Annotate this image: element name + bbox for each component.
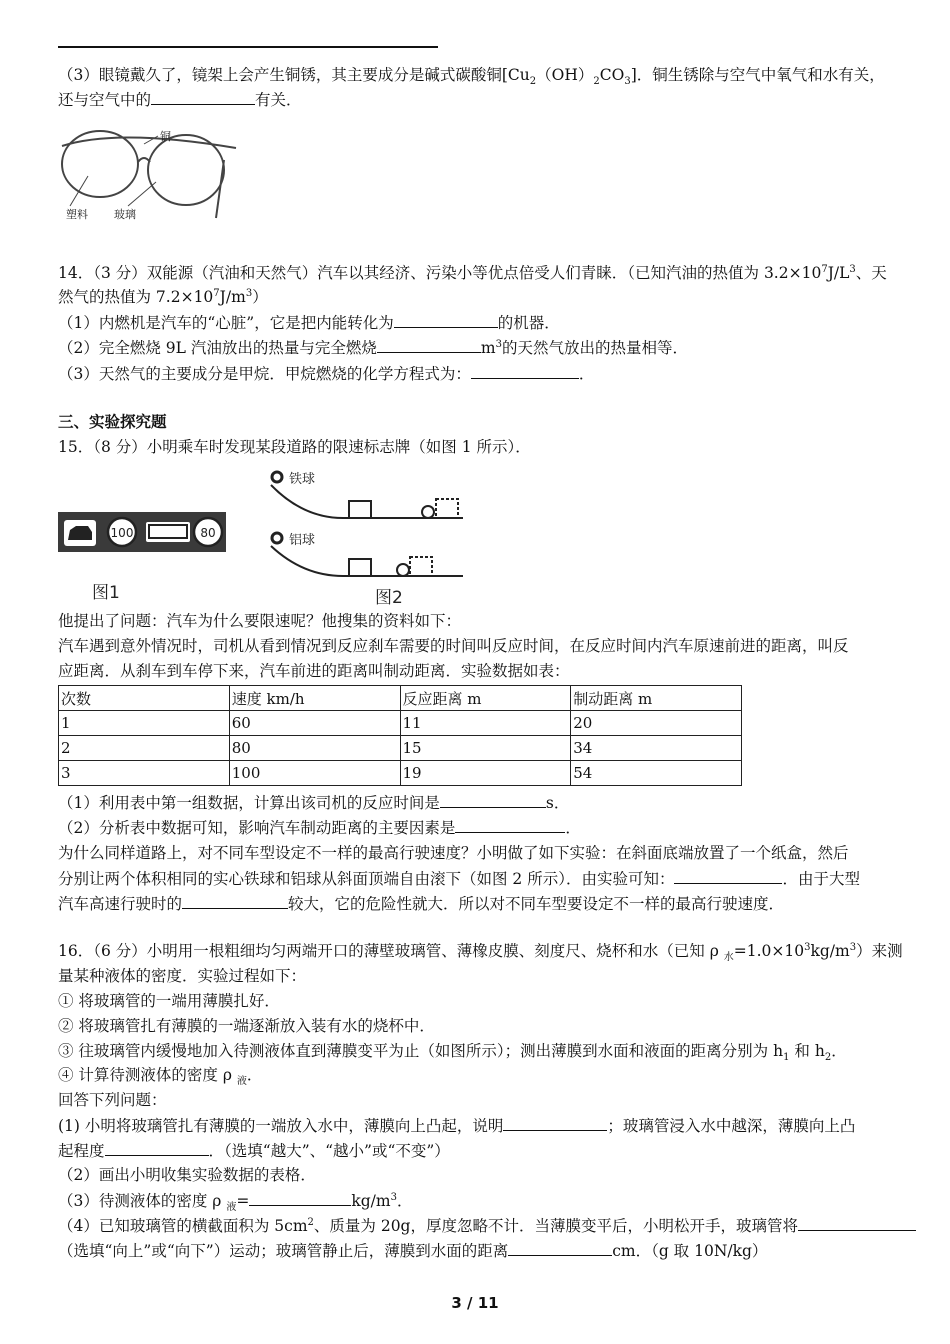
q15-p5: 分别让两个体积相同的实心铁球和铝球从斜面顶端自由滚下（如图 2 所示）．由实验可知： ．由于大型 (58, 867, 860, 890)
q13-part3-line1: （3）眼镜戴久了，镜架上会产生铜锈，其主要成分是碱式碳酸铜$[Cu_2(OH)_2CO_3]$．铜生锈除与空气中氧气和水有关， (58, 66, 885, 88)
table-header: 制动距离 m (571, 686, 742, 711)
figure2-caption: 图2 (375, 588, 403, 608)
iron-ball-icon (272, 472, 282, 482)
q16-step2: ② 将玻璃管扎有薄膜的一端逐渐放入装有水的烧杯中． (58, 1017, 435, 1035)
q16-sub1-line1: (1) 小明将玻璃管扎有薄膜的一端放入水中，薄膜向上凸起，说明 ；玻璃管浸入水中越深，薄膜向上凸 (58, 1114, 855, 1137)
q15-p2: 汽车遇到意外情况时，司机从看到情况到反应刹车需要的时间叫反应时间，在反应时间内汽车原速前进的距离，叫反 (58, 637, 849, 655)
q15-p1: 他提出了问题：汽车为什么要限速呢？他搜集的资料如下： (58, 612, 462, 630)
left-lens-frame (62, 131, 138, 197)
table-cell: 60 (229, 711, 400, 736)
answer-blank[interactable] (798, 1214, 916, 1231)
q14-line1: 14．（3 分）双能源（汽油和天然气）汽车以其经济、污染小等优点倍受人们青睐．（已知汽油的热值为 $3.2\times 10^7J/L^3$、天 (58, 263, 887, 282)
table-cell: 54 (571, 761, 742, 786)
iron-ball-label: 铁球 (289, 472, 316, 487)
fig-label-glass: 玻璃 (114, 208, 136, 221)
q15-p3: 应距离．从刹车到车停下来，汽车前进的距离叫制动距离．实验数据如表： (58, 662, 570, 680)
table-row (59, 711, 742, 736)
ramp-experiment-figure (263, 463, 473, 608)
q15-p6: 汽车高速行驶时的 较大，它的危险性就大．所以对不同车型要设定不一样的最高行驶速度． (58, 892, 784, 915)
q15-p4: 为什么同样道路上，对不同车型设定不一样的最高行驶速度？小明做了如下实验：在斜面底端放置了一个纸盒，然后 (58, 844, 849, 862)
table-cell: 2 (59, 736, 230, 761)
answer-blank[interactable] (471, 362, 579, 379)
table-cell: 34 (571, 736, 742, 761)
q15-sub2: （2）分析表中数据可知，影响汽车制动距离的主要因素是 ． (58, 816, 581, 839)
answer-blank[interactable] (394, 311, 498, 328)
q13-part3-line2: 还与空气中的 有关． (58, 88, 302, 111)
speed-limit-bus: 80 (200, 526, 216, 540)
right-lens-frame (148, 135, 224, 205)
answer-blank[interactable] (249, 1189, 351, 1206)
table-row (59, 736, 742, 761)
q16-step3: ③ 往玻璃管内缓慢地加入待测液体直到薄膜变平为止（如图所示）；测出薄膜到水面和液面的距离分别为 $h_1$ 和 $h_2$． (58, 1042, 847, 1064)
q14-sub3: （3）天然气的主要成分是甲烷．甲烷燃烧的化学方程式为： ． (58, 362, 594, 385)
answer-blank[interactable] (508, 1239, 612, 1256)
answer-blank[interactable] (674, 867, 782, 884)
answer-blank[interactable] (503, 1114, 607, 1131)
table-header: 反应距离 m (400, 686, 571, 711)
q14-sub2: （2）完全燃烧 9L 汽油放出的热量与完全燃烧 $m^3$的天然气放出的热量相等． (58, 336, 688, 359)
table-cell: 19 (400, 761, 571, 786)
q16-step1: ① 将玻璃管的一端用薄膜扎好． (58, 992, 280, 1010)
table-header-row (59, 686, 742, 711)
aluminum-ball-icon (272, 533, 282, 543)
table-row (59, 761, 742, 786)
answer-blank[interactable] (151, 88, 255, 105)
table-cell: 11 (400, 711, 571, 736)
glasses-figure (58, 118, 238, 233)
fig-label-plastic: 塑料 (66, 208, 88, 221)
page-number: 3 / 11 (451, 1294, 499, 1312)
answer-blank[interactable] (455, 816, 565, 833)
q16-sub3: （3）待测液体的密度 ρ $_液= kg/m^3$． (58, 1189, 412, 1212)
data-table (58, 685, 742, 786)
q16-sub2: （2）画出小明收集实验数据的表格． (58, 1166, 316, 1184)
q16-sub4-line1: （4）已知玻璃管的横截面积为 $5cm^2$、质量为 20g，厚度忽略不计．当薄膜变平后，小明松开手，玻璃管将 (58, 1214, 916, 1237)
answer-blank[interactable] (377, 336, 481, 353)
answer-blank[interactable] (105, 1139, 209, 1156)
table-cell: 3 (59, 761, 230, 786)
q16-line1: 16．（6 分）小明用一根粗细均匀两端开口的薄壁玻璃管、薄橡皮膜、刻度尺、烧杯和水（已知 ρ $_水=1.0\times 10^3kg/m^3$）来测 (58, 941, 903, 964)
q15-intro: 15．（8 分）小明乘车时发现某段道路的限速标志牌（如图 1 所示）． (58, 438, 531, 456)
answer-blank[interactable] (182, 892, 288, 909)
section-title: 三、实验探究题 (58, 412, 167, 431)
q14-line2: 然气的热值为 $7.2\times 10^7J/m^3$） (58, 287, 268, 306)
q16-sub1-line2: 起程度 ．（选填“越大”、“越小”或“不变”） (58, 1139, 450, 1162)
q16-line2: 量某种液体的密度．实验过程如下： (58, 967, 307, 985)
table-cell: 15 (400, 736, 571, 761)
table-header: 速度 km/h (229, 686, 400, 711)
top-rule (58, 46, 438, 48)
figure1-caption: 图1 (92, 583, 120, 603)
answer-blank[interactable] (440, 791, 546, 808)
table-cell: 1 (59, 711, 230, 736)
q16-answer-intro: 回答下列问题： (58, 1091, 167, 1109)
q16-sub4-line2: （选填“向上”或“向下”）运动；玻璃管静止后，薄膜到水面的距离 cm．（g 取 10N/kg） (58, 1239, 767, 1262)
table-cell: 100 (229, 761, 400, 786)
table-cell: 20 (571, 711, 742, 736)
aluminum-ball-label: 铝球 (289, 533, 316, 548)
speed-limit-car: 100 (110, 526, 134, 540)
table-header: 次数 (59, 686, 230, 711)
fig-label-copper: 铜 (160, 130, 171, 143)
q15-sub1: （1）利用表中第一组数据，计算出该司机的反应时间是 s． (58, 791, 569, 814)
speed-sign-figure (58, 510, 230, 610)
q14-sub1: （1）内燃机是汽车的“心脏”，它是把内能转化为 的机器． (58, 311, 560, 334)
q16-step4: ④ 计算待测液体的密度 ρ $_液$． (58, 1066, 263, 1088)
table-cell: 80 (229, 736, 400, 761)
